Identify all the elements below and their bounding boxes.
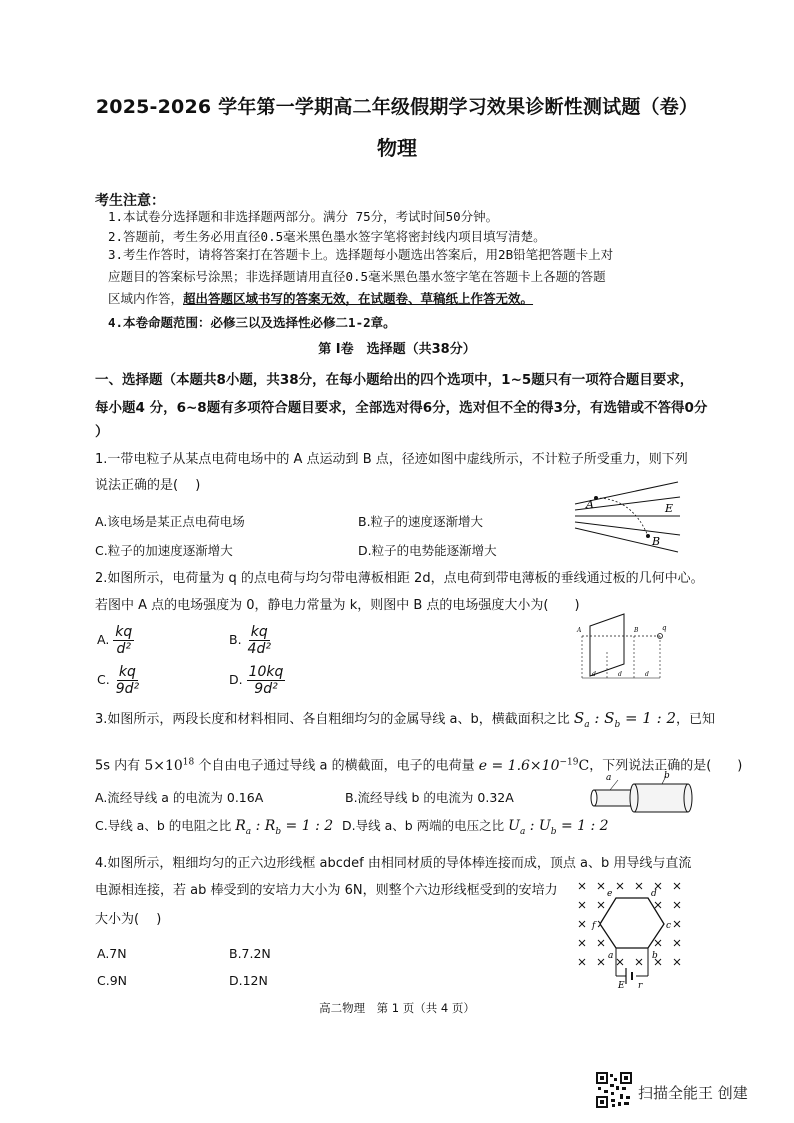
q3-stem-mid: 个自由电子通过导线 a 的横截面，电子的电荷量 bbox=[198, 758, 475, 774]
q2-option-b-numerator: kq bbox=[250, 624, 268, 640]
q3-count-base: 5×10 bbox=[144, 757, 183, 774]
q1-point-b bbox=[646, 534, 650, 538]
q3-c-sep: : R bbox=[251, 818, 276, 834]
q3-area-sep: : S bbox=[589, 709, 615, 727]
q2-option-b bbox=[229, 624, 273, 657]
q3-charge-base: e = 1.6×10 bbox=[478, 757, 560, 774]
q3-area-sub-a: a bbox=[584, 720, 590, 730]
q4-label-a: a bbox=[608, 951, 614, 961]
q2-label-a: A bbox=[577, 627, 582, 634]
notice-item-3c bbox=[108, 290, 533, 308]
q3-stem-end: ，下列说法正确的是( ) bbox=[589, 758, 743, 774]
q2-option-d-fraction bbox=[247, 664, 286, 697]
q4-label-e: e bbox=[607, 889, 613, 899]
q4-hexagon bbox=[600, 898, 664, 948]
notice-heading: 考生注意： bbox=[95, 193, 165, 209]
q4-label-r: r bbox=[638, 981, 643, 988]
q3-wire-b-end bbox=[684, 784, 692, 812]
q1-option-b: B.粒子的速度逐渐增大 bbox=[358, 514, 484, 529]
q1-field-figure bbox=[570, 480, 685, 555]
part1-title: 第 Ⅰ卷 选择题（共38分） bbox=[318, 342, 476, 357]
q3-d-sub-b: b bbox=[550, 826, 557, 837]
q3-option-a: A.流经导线 a 的电流为 0.16A bbox=[95, 790, 264, 805]
q3-option-d-text: D.导线 a、b 两端的电压之比 bbox=[342, 818, 505, 833]
q2-stem-line1: 2.如图所示，电荷量为 q 的点电荷与均匀带电薄板相距 2d，点电荷到带电薄板的垂线通过板的几何中心。 bbox=[95, 571, 704, 586]
q2-option-c-fraction bbox=[114, 664, 141, 697]
q3-label-b: b bbox=[664, 771, 670, 781]
section1-line1: 一、选择题（本题共8小题，共38分，在每小题给出的四个选项中，1~5题只有一项符合题目要求， bbox=[95, 372, 694, 388]
q3-label-a: a bbox=[606, 773, 612, 783]
q2-option-b-denominator: 4d² bbox=[247, 641, 271, 657]
q2-label-d: d bbox=[592, 671, 596, 678]
q2-option-d-numerator: 10kq bbox=[248, 664, 284, 680]
notice-item-1: 1.本试卷分选择题和非选择题两部分。满分 75分，考试时间50分钟。 bbox=[108, 209, 499, 224]
q3-option-c bbox=[95, 816, 333, 837]
q3-wire-a-end bbox=[591, 790, 597, 806]
q3-electron-charge bbox=[479, 758, 589, 774]
q3-option-d-expr bbox=[508, 818, 609, 837]
q2-option-a-fraction bbox=[113, 624, 134, 657]
q4-option-a: A.7N bbox=[97, 946, 127, 961]
q1-point-a bbox=[594, 496, 598, 500]
q1-option-a: A.该电场是某正点电荷电场 bbox=[95, 514, 245, 529]
q2-label-d: d bbox=[645, 671, 649, 678]
q4-label-c: c bbox=[666, 921, 672, 931]
q3-charge-exp: −19 bbox=[559, 757, 579, 767]
q3-area-s: S bbox=[573, 709, 585, 727]
q2-option-b-fraction bbox=[246, 624, 273, 657]
q2-option-d-denominator: 9d² bbox=[254, 681, 278, 697]
q3-option-d bbox=[342, 816, 609, 837]
q3-d-sep: : U bbox=[525, 818, 551, 834]
q3-wire-joint bbox=[630, 784, 638, 812]
notice-item-4: 4.本卷命题范围：必修三以及选择性必修二1-2章。 bbox=[108, 315, 396, 330]
q3-wire-b bbox=[634, 784, 688, 812]
q1-label-a: A bbox=[586, 498, 594, 511]
q3-area-ratio bbox=[573, 709, 676, 730]
q2-option-d bbox=[229, 664, 285, 697]
q2-option-a-numerator: kq bbox=[115, 624, 133, 640]
q2-label-b: B bbox=[634, 627, 639, 634]
qr-code-icon bbox=[596, 1072, 632, 1108]
q3-c-r: R bbox=[235, 818, 246, 834]
q2-option-c-denominator: 9d² bbox=[115, 681, 140, 697]
q2-option-c bbox=[97, 664, 141, 697]
page-footer: 高二物理 第 1 页（共 4 页） bbox=[319, 1001, 475, 1015]
q4-label-b: b bbox=[652, 951, 658, 961]
q3-charge-unit: C bbox=[578, 757, 590, 774]
q2-option-a-label: A. bbox=[97, 632, 110, 647]
q2-charged-plate bbox=[590, 614, 624, 676]
exam-title: 2025-2026 学年第一学期高二年级假期学习效果诊断性测试题（卷） bbox=[95, 96, 699, 118]
q1-option-c: C.粒子的加速度逐渐增大 bbox=[95, 543, 233, 558]
q2-label-d: d bbox=[618, 671, 622, 678]
q4-option-c: C.9N bbox=[97, 973, 128, 988]
q2-plate-figure bbox=[574, 612, 674, 684]
watermark-text: 扫描全能王 创建 bbox=[638, 1084, 748, 1102]
q4-option-b: B.7.2N bbox=[229, 946, 271, 961]
subject-title: 物理 bbox=[377, 136, 417, 160]
q4-label-f: f bbox=[592, 921, 596, 931]
q3-electron-count bbox=[144, 758, 194, 774]
notice-item-3b: 应题目的答案标号涂黑；非选择题请用直径0.5毫米黑色墨水签字笔在答题卡上各题的答题 bbox=[108, 269, 606, 284]
section1-line3: ） bbox=[95, 424, 109, 440]
q4-stem-line2: 电源相连接，若 ab 棒受到的安培力大小为 6N，则整个六边形线框受到的安培力 bbox=[95, 883, 558, 898]
q2-option-d-label: D. bbox=[229, 672, 243, 687]
q3-c-sub-a: a bbox=[245, 826, 252, 837]
q3-d-u: U bbox=[508, 818, 520, 834]
q3-count-exp: 18 bbox=[182, 757, 195, 767]
q3-d-value: = 1 : 2 bbox=[556, 818, 609, 834]
q1-label-b: B bbox=[652, 535, 661, 548]
q3-option-c-expr bbox=[235, 818, 334, 837]
q1-stem-line2: 说法正确的是( ) bbox=[95, 478, 201, 493]
q1-option-d: D.粒子的电势能逐渐增大 bbox=[358, 543, 497, 558]
q2-option-b-label: B. bbox=[229, 632, 242, 647]
q3-d-sub-a: a bbox=[519, 826, 526, 837]
q2-stem-line2: 若图中 A 点的电场强度为 0，静电力常量为 k，则图中 B 点的电场强度大小为( ) bbox=[95, 598, 580, 613]
q3-area-sub-b: b bbox=[614, 720, 621, 730]
q3-option-c-text: C.导线 a、b 的电阻之比 bbox=[95, 818, 232, 833]
q1-label-e: E bbox=[665, 502, 674, 515]
q3-c-sub-b: b bbox=[275, 826, 282, 837]
q3-stem-text: 3.如图所示，两段长度和材料相同、各自粗细均匀的金属导线 a、b，横截面积之比 bbox=[95, 712, 570, 727]
q3-c-value: = 1 : 2 bbox=[281, 818, 334, 834]
section1-line2: 每小题4 分，6~8题有多项符合题目要求，全部选对得6分，选对但不全的得3分，有选错或不答得0分 bbox=[95, 400, 708, 416]
q2-option-c-numerator: kq bbox=[118, 664, 136, 680]
notice-item-2: 2.答题前，考生务必用直径0.5毫米黑色墨水签字笔将密封线内项目填写清楚。 bbox=[108, 229, 546, 244]
q3-area-value: = 1 : 2 bbox=[620, 709, 676, 727]
q2-option-a bbox=[97, 624, 134, 657]
q4-stem-line3: 大小为( ) bbox=[95, 912, 162, 927]
q1-field-line bbox=[575, 522, 680, 535]
notice-item-3c-emphasis: 超出答题区域书写的答案无效，在试题卷、草稿纸上作答无效。 bbox=[183, 291, 534, 306]
q3-time: 5s 内有 bbox=[95, 758, 141, 774]
notice-item-3c-plain: 区域内作答， bbox=[108, 291, 184, 306]
q4-option-d: D.12N bbox=[229, 973, 268, 988]
q1-stem-line1: 1.一带电粒子从某点电荷电场中的 A 点运动到 B 点，径迹如图中虚线所示，不计粒子所受重力，则下列 bbox=[95, 452, 688, 467]
q4-label-d: d bbox=[651, 889, 657, 899]
q4-label-e-source: E bbox=[618, 981, 625, 988]
q3-option-b: B.流经导线 b 的电流为 0.32A bbox=[345, 790, 514, 805]
q4-hexagon-figure bbox=[572, 876, 697, 988]
q3-wire-figure bbox=[586, 770, 696, 820]
notice-item-3a: 3.考生作答时，请将答案打在答题卡上。选择题每小题选出答案后，用2B铅笔把答题卡上对 bbox=[108, 247, 614, 262]
q1-field-line bbox=[575, 528, 678, 552]
q3-stem-line1 bbox=[95, 706, 715, 737]
q2-option-a-denominator: d² bbox=[116, 641, 132, 657]
q3-wire-a bbox=[594, 790, 634, 806]
q4-stem-line1: 4.如图所示，粗细均匀的正六边形线框 abcdef 由相同材质的导体棒连接而成，顶点 a、b 用导线与直流 bbox=[95, 856, 692, 871]
q3-stem-tail: ，已知 bbox=[675, 712, 715, 727]
q2-option-c-label: C. bbox=[97, 672, 110, 687]
q2-label-q: q bbox=[662, 624, 667, 632]
